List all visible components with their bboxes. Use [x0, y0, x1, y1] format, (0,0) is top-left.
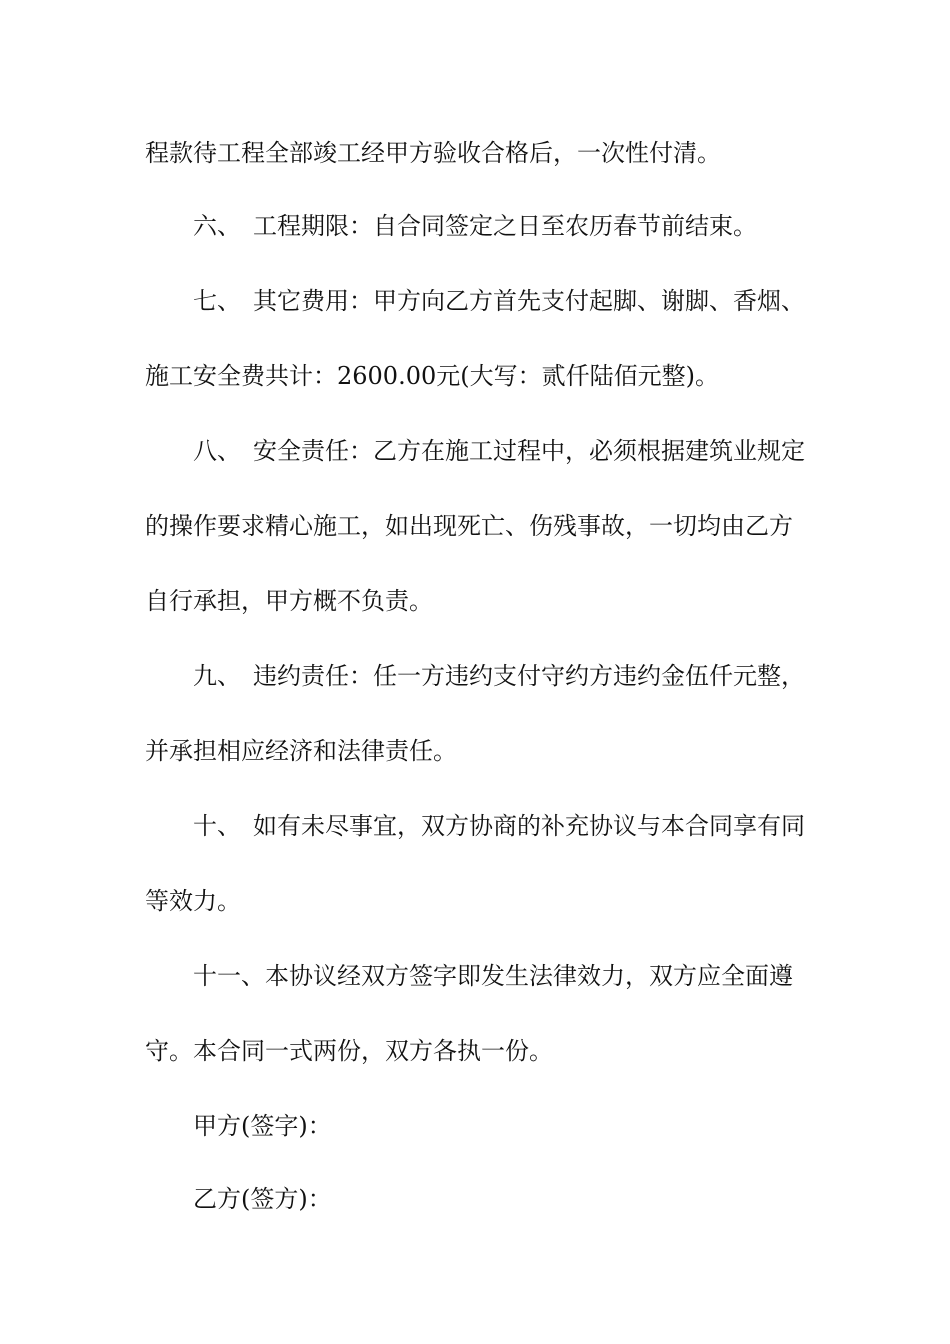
paragraph-line [145, 361, 815, 391]
paragraph-line [145, 736, 815, 766]
line-text: 十一、本协议经双方签字即发生法律效力，双方应全面遵 [193, 962, 793, 990]
clause-seven [193, 286, 815, 316]
clause-six [193, 211, 815, 241]
clause-eight [193, 436, 815, 466]
line-text: 守。本合同一式两份，双方各执一份。 [145, 1037, 553, 1065]
paragraph-line [145, 511, 815, 541]
line-text: 并承担相应经济和法律责任。 [145, 737, 457, 765]
party-b-signature [193, 1184, 815, 1214]
line-text: 自行承担，甲方概不负责。 [145, 587, 433, 615]
paragraph-line [145, 586, 815, 616]
clause-number: 十、 [193, 812, 241, 840]
clause-number: 七、 [193, 287, 241, 315]
paragraph-line [145, 138, 815, 168]
line-text: 的操作要求精心施工，如出现死亡、伤残事故，一切均由乙方 [145, 512, 793, 540]
clause-ten [193, 811, 815, 841]
clause-nine [193, 661, 815, 691]
line-text: 甲方(签字)： [193, 1112, 332, 1140]
line-text: 违约责任：任一方违约支付守约方违约金伍仟元整， [253, 662, 805, 690]
clause-eleven [193, 961, 815, 991]
line-text: 乙方(签方)： [193, 1185, 332, 1213]
line-text: 如有未尽事宜，双方协商的补充协议与本合同享有同 [253, 812, 805, 840]
clause-number: 九、 [193, 662, 241, 690]
line-text: 等效力。 [145, 887, 241, 915]
line-text: 安全责任：乙方在施工过程中，必须根据建筑业规定 [253, 437, 805, 465]
line-text: 其它费用：甲方向乙方首先支付起脚、谢脚、香烟、 [253, 287, 805, 315]
paragraph-line [145, 886, 815, 916]
line-text: 程款待工程全部竣工经甲方验收合格后，一次性付清。 [145, 139, 721, 167]
line-text: 施工安全费共计：2600.00元(大写：贰仟陆佰元整)。 [145, 362, 719, 390]
line-text: 工程期限：自合同签定之日至农历春节前结束。 [253, 212, 757, 240]
clause-number: 六、 [193, 212, 241, 240]
clause-number: 八、 [193, 437, 241, 465]
paragraph-line [145, 1036, 815, 1066]
party-a-signature [193, 1111, 815, 1141]
